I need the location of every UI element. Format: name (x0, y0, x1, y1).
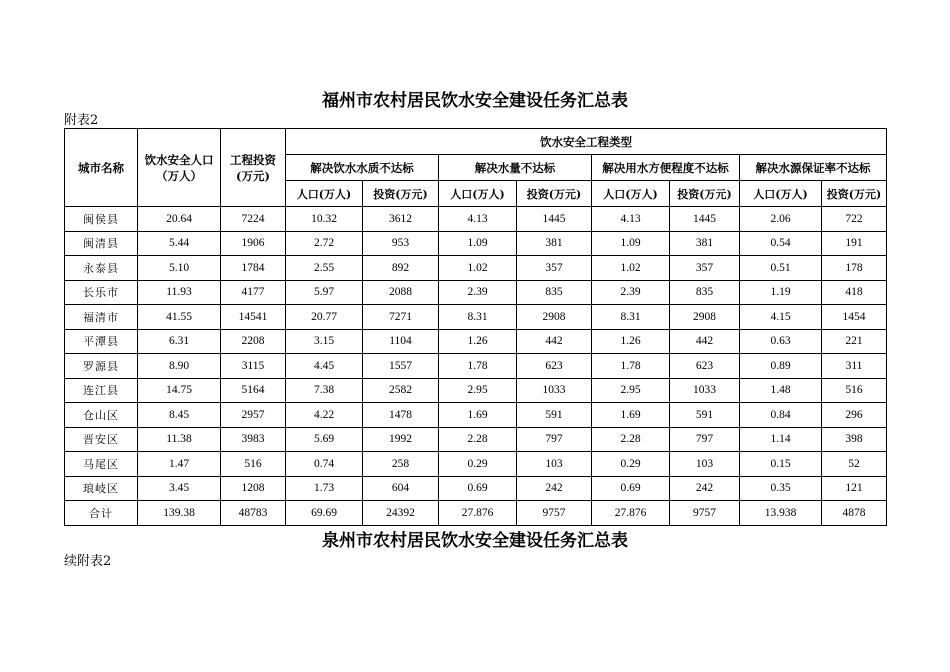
value-cell: 191 (822, 231, 887, 256)
value-cell: 1557 (363, 354, 439, 379)
value-cell: 2.28 (592, 427, 670, 452)
value-cell: 2582 (363, 378, 439, 403)
value-cell: 13.938 (740, 501, 822, 526)
city-name-cell: 连江县 (65, 378, 138, 403)
value-cell: 2.95 (592, 378, 670, 403)
value-cell: 7271 (363, 305, 439, 330)
value-cell: 516 (221, 452, 286, 477)
total-row (65, 501, 887, 526)
value-cell: 6.31 (138, 329, 221, 354)
value-cell: 4177 (221, 280, 286, 305)
value-cell: 178 (822, 256, 887, 281)
value-cell: 3115 (221, 354, 286, 379)
value-cell: 9757 (670, 501, 740, 526)
value-cell: 2908 (670, 305, 740, 330)
city-name-cell: 琅岐区 (65, 476, 138, 501)
value-cell: 27.876 (592, 501, 670, 526)
value-cell: 1454 (822, 305, 887, 330)
value-cell: 14541 (221, 305, 286, 330)
value-cell: 10.32 (286, 207, 363, 232)
value-cell: 1.02 (592, 256, 670, 281)
value-cell: 121 (822, 476, 887, 501)
value-cell: 2.72 (286, 231, 363, 256)
value-cell: 835 (517, 280, 592, 305)
value-cell: 20.64 (138, 207, 221, 232)
value-cell: 1033 (670, 378, 740, 403)
value-cell: 7.38 (286, 378, 363, 403)
value-cell: 1.47 (138, 452, 221, 477)
city-name-cell: 平潭县 (65, 329, 138, 354)
table-row (65, 354, 887, 379)
value-cell: 1.69 (592, 403, 670, 428)
header-group-convenience: 解决用水方便程度不达标 (592, 155, 740, 181)
value-cell: 1784 (221, 256, 286, 281)
value-cell: 4.22 (286, 403, 363, 428)
header-investment-line2: (万元) (236, 168, 270, 183)
value-cell: 1208 (221, 476, 286, 501)
value-cell: 2208 (221, 329, 286, 354)
value-cell: 442 (517, 329, 592, 354)
value-cell: 722 (822, 207, 887, 232)
value-cell: 953 (363, 231, 439, 256)
value-cell: 1.02 (439, 256, 517, 281)
header-group-source: 解决水源保证率不达标 (740, 155, 887, 181)
value-cell: 2.28 (439, 427, 517, 452)
value-cell: 1.78 (439, 354, 517, 379)
value-cell: 2957 (221, 403, 286, 428)
value-cell: 3.15 (286, 329, 363, 354)
value-cell: 1.73 (286, 476, 363, 501)
city-name-cell: 晋安区 (65, 427, 138, 452)
value-cell: 2.95 (439, 378, 517, 403)
value-cell: 52 (822, 452, 887, 477)
value-cell: 3983 (221, 427, 286, 452)
value-cell: 1.19 (740, 280, 822, 305)
value-cell: 1033 (517, 378, 592, 403)
value-cell: 221 (822, 329, 887, 354)
city-name-cell: 永泰县 (65, 256, 138, 281)
value-cell: 20.77 (286, 305, 363, 330)
value-cell: 1992 (363, 427, 439, 452)
subheader-investment: 投资(万元) (670, 181, 740, 207)
value-cell: 2908 (517, 305, 592, 330)
city-name-cell: 仓山区 (65, 403, 138, 428)
value-cell: 5.69 (286, 427, 363, 452)
value-cell: 2.39 (439, 280, 517, 305)
table-row (65, 476, 887, 501)
header-population (138, 129, 221, 207)
value-cell: 139.38 (138, 501, 221, 526)
table-row (65, 452, 887, 477)
value-cell: 8.31 (439, 305, 517, 330)
value-cell: 0.29 (439, 452, 517, 477)
value-cell: 797 (670, 427, 740, 452)
value-cell: 1.09 (592, 231, 670, 256)
value-cell: 2.55 (286, 256, 363, 281)
value-cell: 0.51 (740, 256, 822, 281)
value-cell: 8.45 (138, 403, 221, 428)
value-cell: 357 (670, 256, 740, 281)
value-cell: 8.90 (138, 354, 221, 379)
value-cell: 3612 (363, 207, 439, 232)
city-name-cell: 合计 (65, 501, 138, 526)
value-cell: 311 (822, 354, 887, 379)
value-cell: 7224 (221, 207, 286, 232)
value-cell: 14.75 (138, 378, 221, 403)
continued-appendix-note: 续附表2 (64, 554, 112, 569)
value-cell: 892 (363, 256, 439, 281)
subheader-population: 人口(万人) (286, 181, 363, 207)
value-cell: 381 (670, 231, 740, 256)
table-row (65, 207, 887, 232)
value-cell: 103 (670, 452, 740, 477)
city-name-cell: 闽清县 (65, 231, 138, 256)
value-cell: 27.876 (439, 501, 517, 526)
value-cell: 103 (517, 452, 592, 477)
city-name-cell: 罗源县 (65, 354, 138, 379)
value-cell: 623 (517, 354, 592, 379)
value-cell: 442 (670, 329, 740, 354)
city-name-cell: 长乐市 (65, 280, 138, 305)
city-name-cell: 福清市 (65, 305, 138, 330)
value-cell: 1.09 (439, 231, 517, 256)
value-cell: 0.84 (740, 403, 822, 428)
value-cell: 48783 (221, 501, 286, 526)
table-row (65, 378, 887, 403)
header-population-line2: （万人） (156, 168, 202, 183)
table-body (65, 207, 887, 526)
subheader-population: 人口(万人) (740, 181, 822, 207)
value-cell: 0.54 (740, 231, 822, 256)
value-cell: 24392 (363, 501, 439, 526)
table-row (65, 427, 887, 452)
city-name-cell: 马尾区 (65, 452, 138, 477)
subheader-investment: 投资(万元) (363, 181, 439, 207)
value-cell: 591 (517, 403, 592, 428)
value-cell: 0.69 (592, 476, 670, 501)
header-city: 城市名称 (65, 129, 138, 207)
value-cell: 5.44 (138, 231, 221, 256)
value-cell: 0.89 (740, 354, 822, 379)
value-cell: 4.15 (740, 305, 822, 330)
value-cell: 11.93 (138, 280, 221, 305)
header-group-quality: 解决饮水水质不达标 (286, 155, 439, 181)
summary-table (64, 128, 887, 526)
appendix-note: 附表2 (64, 113, 99, 128)
second-title: 泉州市农村居民饮水安全建设任务汇总表 (322, 531, 628, 551)
table-row (65, 403, 887, 428)
header-group-quantity: 解决水量不达标 (439, 155, 592, 181)
value-cell: 5.97 (286, 280, 363, 305)
value-cell: 4.13 (592, 207, 670, 232)
value-cell: 1.26 (439, 329, 517, 354)
value-cell: 357 (517, 256, 592, 281)
value-cell: 516 (822, 378, 887, 403)
value-cell: 9757 (517, 501, 592, 526)
value-cell: 0.74 (286, 452, 363, 477)
header-investment-line1: 工程投资 (230, 152, 276, 167)
table-row (65, 280, 887, 305)
value-cell: 3.45 (138, 476, 221, 501)
value-cell: 0.35 (740, 476, 822, 501)
value-cell: 4.13 (439, 207, 517, 232)
value-cell: 41.55 (138, 305, 221, 330)
value-cell: 604 (363, 476, 439, 501)
value-cell: 0.63 (740, 329, 822, 354)
value-cell: 1104 (363, 329, 439, 354)
value-cell: 835 (670, 280, 740, 305)
header-population-line1: 饮水安全人口 (144, 152, 214, 167)
value-cell: 1.26 (592, 329, 670, 354)
table-row (65, 329, 887, 354)
subheader-investment: 投资(万元) (517, 181, 592, 207)
value-cell: 5164 (221, 378, 286, 403)
value-cell: 2.06 (740, 207, 822, 232)
value-cell: 1.78 (592, 354, 670, 379)
value-cell: 591 (670, 403, 740, 428)
value-cell: 8.31 (592, 305, 670, 330)
value-cell: 2088 (363, 280, 439, 305)
value-cell: 1445 (670, 207, 740, 232)
value-cell: 1.14 (740, 427, 822, 452)
subheader-population: 人口(万人) (439, 181, 517, 207)
value-cell: 1906 (221, 231, 286, 256)
value-cell: 398 (822, 427, 887, 452)
value-cell: 0.15 (740, 452, 822, 477)
subheader-population: 人口(万人) (592, 181, 670, 207)
value-cell: 1445 (517, 207, 592, 232)
value-cell: 4878 (822, 501, 887, 526)
value-cell: 242 (517, 476, 592, 501)
value-cell: 797 (517, 427, 592, 452)
value-cell: 0.29 (592, 452, 670, 477)
value-cell: 1.48 (740, 378, 822, 403)
value-cell: 242 (670, 476, 740, 501)
header-project-types: 饮水安全工程类型 (286, 129, 887, 155)
main-title: 福州市农村居民饮水安全建设任务汇总表 (322, 91, 628, 111)
value-cell: 5.10 (138, 256, 221, 281)
value-cell: 258 (363, 452, 439, 477)
value-cell: 69.69 (286, 501, 363, 526)
value-cell: 623 (670, 354, 740, 379)
value-cell: 4.45 (286, 354, 363, 379)
value-cell: 0.69 (439, 476, 517, 501)
value-cell: 2.39 (592, 280, 670, 305)
value-cell: 1.69 (439, 403, 517, 428)
table-row (65, 305, 887, 330)
value-cell: 11.38 (138, 427, 221, 452)
city-name-cell: 闽侯县 (65, 207, 138, 232)
table-row (65, 256, 887, 281)
header-investment (221, 129, 286, 207)
value-cell: 381 (517, 231, 592, 256)
value-cell: 1478 (363, 403, 439, 428)
table-row (65, 231, 887, 256)
value-cell: 418 (822, 280, 887, 305)
subheader-investment: 投资(万元) (822, 181, 887, 207)
value-cell: 296 (822, 403, 887, 428)
